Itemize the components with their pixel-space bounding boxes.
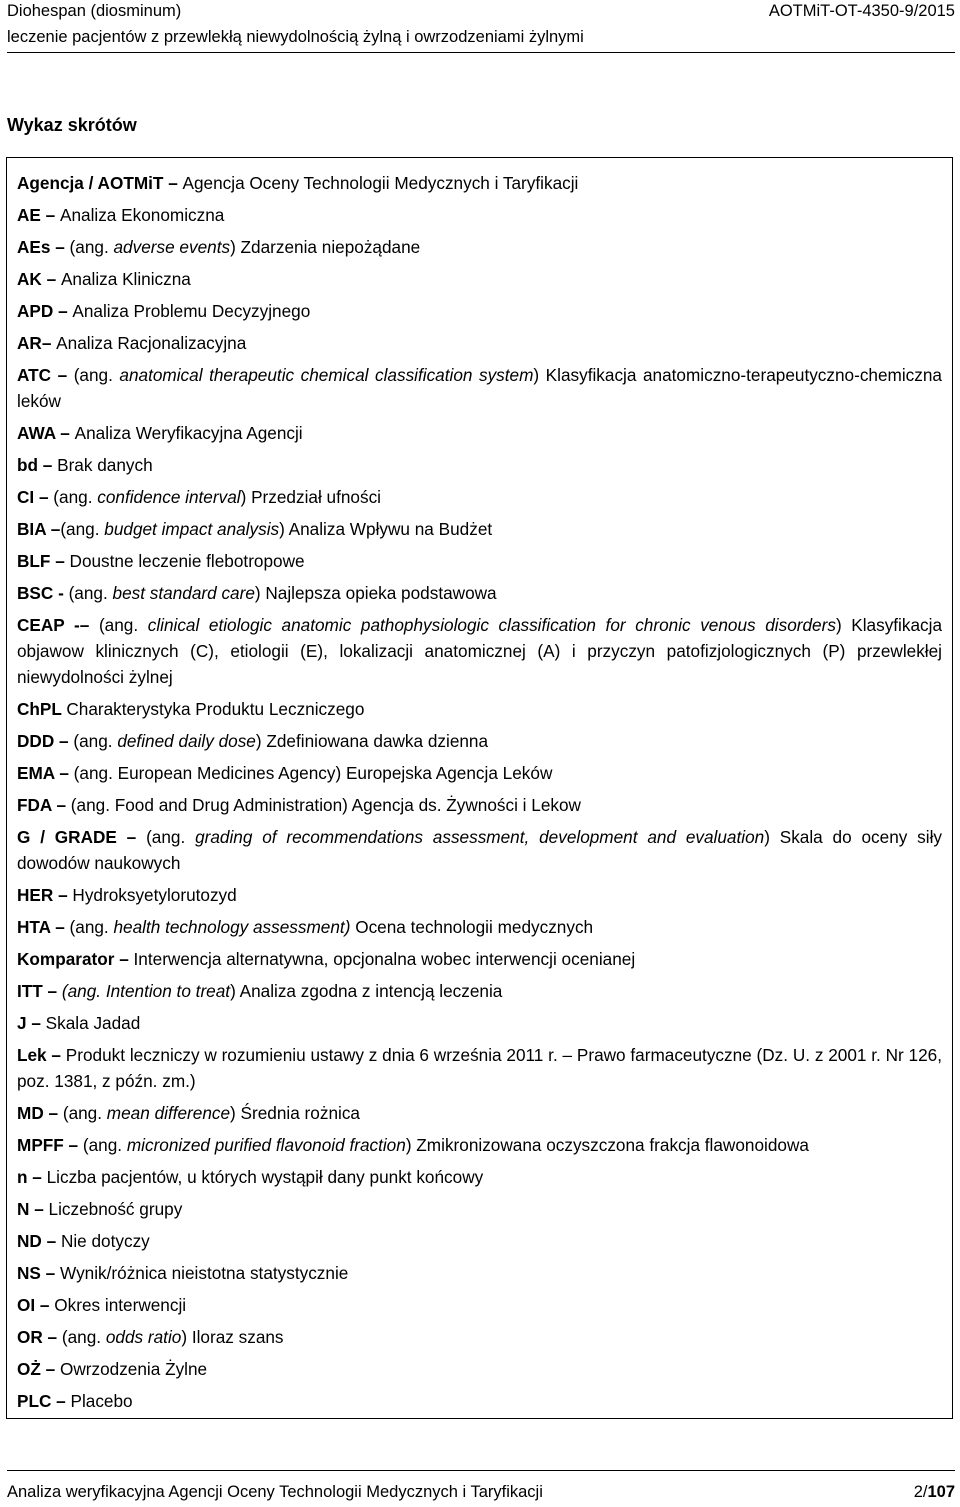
abbreviation-separator: – (46, 1045, 66, 1065)
abbreviation-separator: – (55, 423, 75, 443)
abbreviation-english-term: health technology assessment) (113, 917, 351, 937)
abbreviation-definition: Analiza Racjonalizacyjna (56, 333, 247, 353)
abbreviation-term: DDD (17, 731, 55, 751)
abbreviation-separator: – (50, 551, 70, 571)
abbreviation-term: CEAP (17, 615, 65, 635)
abbreviation-term: PLC (17, 1391, 52, 1411)
abbreviation-separator: – (50, 917, 70, 937)
abbreviation-definition: Hydroksyetylorutozyd (72, 885, 237, 905)
abbreviation-separator: – (42, 1327, 62, 1347)
abbreviation-term: ATC (17, 365, 52, 385)
abbreviation-term: BSC (17, 583, 54, 603)
abbreviation-definition-rest: ) Klasyfikacja anatomiczno-terapeutyczno-chemiczna leków (17, 365, 942, 411)
abbreviation-term: AEs (17, 237, 51, 257)
abbreviation-item (17, 824, 942, 876)
abbreviation-item (17, 612, 942, 690)
abbreviation-definition: Doustne leczenie flebotropowe (69, 551, 305, 571)
abbreviation-separator: – (34, 487, 54, 507)
abbreviation-term: n (17, 1167, 28, 1187)
abbreviation-item (17, 1228, 942, 1254)
abbreviation-separator: – (54, 731, 74, 751)
abbreviation-definition: Wynik/różnica nieistotna statystycznie (60, 1263, 349, 1283)
abbreviation-term: OR (17, 1327, 43, 1347)
abbreviation-definition-rest: Ocena technologii medycznych (350, 917, 594, 937)
page-header (7, 0, 955, 53)
abbreviation-term: FDA (17, 795, 52, 815)
abbreviation-english-term: best standard care (112, 583, 255, 603)
abbreviation-english-term: (ang. Intention to treat (61, 981, 231, 1001)
abbreviation-definition: Analiza Weryfikacyjna Agencji (74, 423, 303, 443)
document-subtitle: leczenie pacjentów z przewlekłą niewydolnością żylną i owrzodzeniami żylnymi (7, 28, 584, 46)
abbreviation-separator: – (54, 763, 74, 783)
abbreviation-term: J (17, 1013, 27, 1033)
abbreviation-item (17, 1042, 942, 1094)
abbreviation-separator: – (40, 1359, 60, 1379)
abbreviation-term: Lek (17, 1045, 47, 1065)
page-number: 2/107 (913, 1483, 955, 1501)
abbreviation-separator: – (45, 519, 61, 539)
abbreviation-term: EMA (17, 763, 55, 783)
abbreviation-english-term: clinical etiologic anatomic pathophysiologic classification for chronic venous disorders (147, 615, 836, 635)
abbreviation-term: ND (17, 1231, 42, 1251)
abbreviation-item (17, 1292, 942, 1318)
abbreviation-item (17, 548, 942, 574)
abbreviation-english-term: odds ratio (105, 1327, 182, 1347)
abbreviation-term: Agencja / AOTMiT (17, 173, 164, 193)
abbreviation-definition-rest: ) Zmikronizowana oczyszczona frakcja flawonoidowa (405, 1135, 809, 1155)
abbreviation-definition: Liczebność grupy (48, 1199, 183, 1219)
abbreviation-item (17, 362, 942, 414)
abbreviation-english-term: grading of recommendations assessment, development and evaluation (195, 827, 765, 847)
abbreviation-definition: Okres interwencji (54, 1295, 187, 1315)
abbreviation-separator: – (63, 1135, 83, 1155)
abbreviation-item (17, 1132, 942, 1158)
abbreviation-item (17, 1196, 942, 1222)
abbreviation-definition: Interwencja alternatywna, opcjonalna wobec interwencji ocenianej (133, 949, 636, 969)
abbreviation-definition: (ang. (68, 583, 113, 603)
abbreviation-definition: (ang. (98, 615, 148, 635)
abbreviation-definition: Liczba pacjentów, u których wystąpił dany punkt końcowy (46, 1167, 484, 1187)
abbreviation-separator: – (42, 981, 62, 1001)
abbreviation-item (17, 1356, 942, 1382)
abbreviation-item (17, 266, 942, 292)
abbreviation-definition: Placebo (70, 1391, 133, 1411)
abbreviation-definition: Analiza Problemu Decyzyjnego (72, 301, 311, 321)
abbreviation-item (17, 1260, 942, 1286)
abbreviation-term: MPFF (17, 1135, 64, 1155)
abbreviation-separator: – (51, 795, 71, 815)
abbreviation-definition: Agencja Oceny Technologii Medycznych i Taryfikacji (182, 173, 579, 193)
abbreviation-separator: – (114, 949, 134, 969)
abbreviation-item (17, 1388, 942, 1414)
abbreviation-item (17, 882, 942, 908)
abbreviation-definition-rest: ) Zdefiniowana dawka dzienna (255, 731, 489, 751)
abbreviation-definition-rest: ) Średnia rożnica (230, 1103, 360, 1123)
abbreviation-term: BLF (17, 551, 51, 571)
abbreviation-term: AR (17, 333, 42, 353)
abbreviations-list (17, 170, 942, 1420)
abbreviation-definition: Brak danych (57, 455, 153, 475)
abbreviation-separator: – (50, 237, 70, 257)
abbreviation-separator: – (41, 1231, 61, 1251)
abbreviation-definition-rest: ) Klasyfikacja objawow klinicznych (C), etiologii (E), lokalizacji anatomicznej (A) i przyczyn patofizjologicznych (P) przewlekłej niewydolności żylnej (17, 615, 943, 687)
abbreviation-definition-rest: ) Najlepsza opieka podstawowa (254, 583, 497, 603)
abbreviation-term: OŻ (17, 1359, 41, 1379)
abbreviations-box (6, 157, 953, 1419)
abbreviation-item (17, 580, 942, 606)
abbreviation-separator: – (26, 1013, 46, 1033)
abbreviation-separator: – (41, 269, 61, 289)
abbreviation-item (17, 946, 942, 972)
abbreviation-english-term: confidence interval (97, 487, 241, 507)
abbreviation-item (17, 760, 942, 786)
abbreviation-item (17, 452, 942, 478)
abbreviation-definition: (ang. (146, 827, 196, 847)
abbreviation-term: BIA (17, 519, 46, 539)
abbreviation-term: HTA (17, 917, 51, 937)
abbreviation-english-term: anatomical therapeutic chemical classification system (119, 365, 534, 385)
abbreviation-definition: (ang. (60, 519, 105, 539)
abbreviation-definition-rest: ) Iloraz szans (181, 1327, 284, 1347)
abbreviation-separator: – (41, 333, 57, 353)
abbreviation-english-term: micronized purified flavonoid fraction (126, 1135, 406, 1155)
abbreviation-separator: - (53, 583, 69, 603)
abbreviation-definition-rest: ) Skala do oceny siły dowodów naukowych (17, 827, 943, 873)
abbreviation-separator: – (51, 1391, 71, 1411)
abbreviation-term: NS (17, 1263, 41, 1283)
abbreviation-term: APD (17, 301, 54, 321)
abbreviation-definition: Analiza Ekonomiczna (60, 205, 225, 225)
abbreviation-english-term: mean difference (106, 1103, 231, 1123)
abbreviation-item (17, 484, 942, 510)
abbreviation-definition: (ang. (73, 731, 118, 751)
abbreviation-definition-rest: ) Analiza zgodna z intencją leczenia (230, 981, 503, 1001)
abbreviation-term: HER (17, 885, 54, 905)
abbreviation-separator: – (29, 1199, 49, 1219)
abbreviation-term: ITT (17, 981, 43, 1001)
footer-text: Analiza weryfikacyjna Agencji Oceny Technologii Medycznych i Taryfikacji (7, 1483, 543, 1501)
abbreviation-item (17, 914, 942, 940)
document-code: AOTMiT-OT-4350-9/2015 (768, 2, 955, 20)
abbreviation-item (17, 1100, 942, 1126)
abbreviation-item (17, 420, 942, 446)
abbreviation-term: bd (17, 455, 38, 475)
abbreviation-item (17, 1010, 942, 1036)
abbreviation-english-term: budget impact analysis (104, 519, 280, 539)
abbreviation-item (17, 298, 942, 324)
abbreviation-definition: (ang. (61, 1327, 106, 1347)
abbreviation-definition: (ang. Food and Drug Administration) Agencja ds. Żywności i Lekow (70, 795, 581, 815)
abbreviation-term: N (17, 1199, 30, 1219)
abbreviation-definition: Skala Jadad (45, 1013, 141, 1033)
abbreviation-item (17, 330, 942, 356)
abbreviation-definition: Charakterystyka Produktu Leczniczego (66, 699, 365, 719)
abbreviation-term: AE (17, 205, 41, 225)
abbreviation-definition: Produkt leczniczy w rozumieniu ustawy z dnia 6 września 2011 r. – Prawo farmaceutyczne (Dz. U. z 2001 r. Nr 126, poz. 1381, z późn. zm.) (17, 1045, 942, 1091)
abbreviation-term: AK (17, 269, 42, 289)
abbreviation-definition: (ang. (73, 365, 120, 385)
abbreviation-definition: (ang. European Medicines Agency) Europejska Agencja Leków (73, 763, 553, 783)
abbreviation-definition: (ang. (53, 487, 98, 507)
abbreviation-term: MD (17, 1103, 44, 1123)
abbreviation-term: OI (17, 1295, 36, 1315)
abbreviation-item (17, 696, 942, 722)
abbreviation-definition: (ang. (69, 917, 114, 937)
abbreviation-definition: (ang. (69, 237, 114, 257)
abbreviation-definition: (ang. (82, 1135, 127, 1155)
page-footer (7, 1470, 955, 1506)
abbreviation-definition-rest: ) Analiza Wpływu na Budżet (279, 519, 493, 539)
abbreviation-separator: -– (64, 615, 99, 635)
abbreviation-separator: – (53, 301, 73, 321)
abbreviation-separator: – (40, 205, 60, 225)
abbreviation-separator: – (43, 1103, 63, 1123)
abbreviation-separator: – (116, 827, 147, 847)
abbreviation-item (17, 234, 942, 260)
abbreviation-item (17, 516, 942, 542)
abbreviation-separator: – (163, 173, 183, 193)
section-title: Wykaz skrótów (7, 115, 137, 135)
abbreviation-term: G / GRADE (17, 827, 117, 847)
abbreviation-item (17, 728, 942, 754)
abbreviation-item (17, 1324, 942, 1350)
abbreviation-item (17, 792, 942, 818)
abbreviation-term: ChPL (17, 699, 62, 719)
page-current: 2 (913, 1483, 923, 1501)
abbreviation-definition-rest: ) Zdarzenia niepożądane (230, 237, 421, 257)
abbreviation-english-term: defined daily dose (117, 731, 256, 751)
abbreviation-separator: – (38, 455, 58, 475)
abbreviation-english-term: adverse events (113, 237, 231, 257)
abbreviation-separator: – (35, 1295, 55, 1315)
abbreviation-term: Komparator (17, 949, 115, 969)
abbreviation-item (17, 202, 942, 228)
abbreviation-item (17, 978, 942, 1004)
document-title: Diohespan (diosminum) (7, 2, 182, 20)
abbreviation-term: CI (17, 487, 35, 507)
abbreviation-definition: Nie dotyczy (60, 1231, 150, 1251)
abbreviation-definition: Owrzodzenia Żylne (59, 1359, 208, 1379)
abbreviation-definition: Analiza Kliniczna (60, 269, 191, 289)
page-total: 107 (927, 1483, 955, 1501)
abbreviation-separator: – (40, 1263, 60, 1283)
abbreviation-separator: – (53, 885, 73, 905)
abbreviation-item (17, 170, 942, 196)
abbreviation-item (17, 1164, 942, 1190)
abbreviation-definition: (ang. (62, 1103, 107, 1123)
abbreviation-definition-rest: ) Przedział ufności (240, 487, 381, 507)
abbreviation-term: AWA (17, 423, 56, 443)
abbreviation-separator: – (27, 1167, 47, 1187)
abbreviation-separator: – (51, 365, 74, 385)
